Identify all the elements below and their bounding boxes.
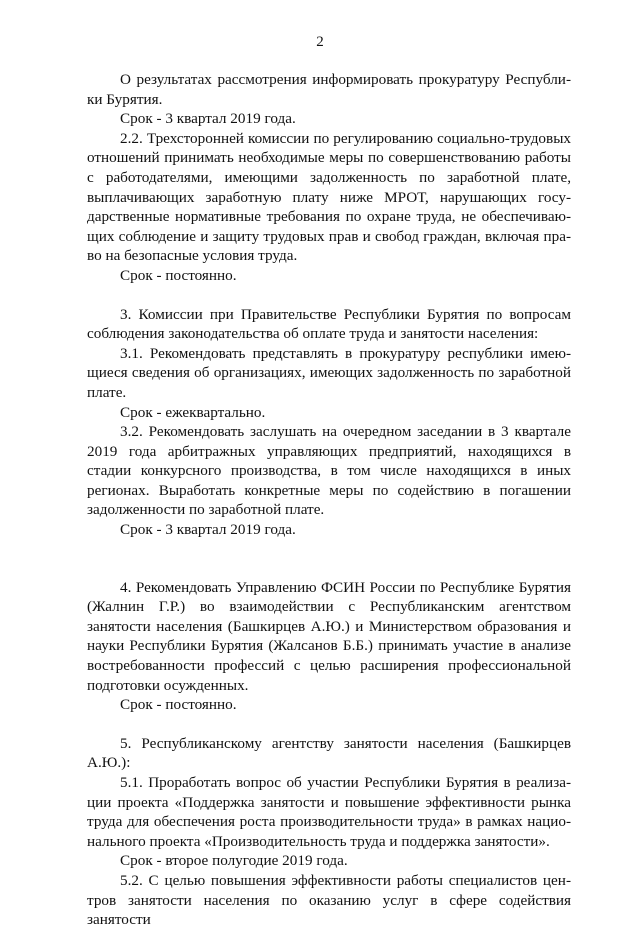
- paragraph: 5.2. С целью повышения эффективности работы специалистов центров занятости населения по оказанию услуг в сфере содействия занятости: [87, 871, 571, 929]
- section-3: [87, 305, 571, 540]
- deadline-line: Срок - 3 квартал 2019 года.: [120, 521, 296, 539]
- paragraph: О результатах рассмотрения информировать прокуратуру Республики Бурятия.: [87, 71, 571, 108]
- paragraph: 3. Комиссии при Правительстве Республики Бурятия по вопросам соблюдения законодательства об оплате труда и занятости населения:: [87, 305, 571, 343]
- paragraph: 3.2. Рекомендовать заслушать на очередном заседании в 3 квартале 2019 года арбитражных управляющих предприятий, находящихся в стадии конкурсного производства, в том числе находящихся в иных регионах. Выработать конкретные меры по содействию в погашении задолженности по заработной плате.: [87, 423, 571, 519]
- section-4: [87, 578, 571, 715]
- paragraph: 3.1. Рекомендовать представлять в прокуратуру республики имеющиеся сведения об организациях, имеющих задолженность по заработной плате.: [87, 344, 571, 401]
- section-1: [87, 70, 571, 286]
- paragraph: 4. Рекомендовать Управлению ФСИН России по Республике Бурятия (Жалнин Г.Р.) во взаимодействии с Республиканским агентством занятости населения (Башкирцев А.Ю.) и Министерством образования и науки Республики Бурятия (Жалсанов Б.Б.) принимать участие в анализе востребованности профессий с целью расширения профессиональной подготовки осужденных.: [87, 578, 571, 694]
- deadline-line: Срок - 3 квартал 2019 года.: [120, 110, 296, 128]
- paragraph: 2.2. Трехсторонней комиссии по регулированию социально-трудовых отношений принимать необходимые меры по совершенствованию работы с работодателями, имеющими задолженность по заработной плате, выплачивающих заработную плату ниже МРОТ, нарушающих государственные нормативные требования по охране труда, не обеспечивающих соблюдение и защиту трудовых прав и свобод граждан, включая право на безопасные условия труда.: [87, 129, 571, 265]
- deadline-line: Срок - постоянно.: [120, 696, 237, 714]
- section-5: [87, 734, 571, 930]
- paragraph: 5.1. Проработать вопрос об участии Республики Бурятия в реализации проекта «Поддержка занятости и повышение эффективности рынка труда для обеспечения роста производительности труда» в рамках национального проекта «Производительность труда и поддержка занятости».: [87, 774, 571, 850]
- deadline-line: Срок - постоянно.: [120, 266, 237, 284]
- deadline-line: Срок - ежеквартально.: [120, 403, 266, 421]
- paragraph: 5. Республиканскому агентству занятости населения (Башкирцев А.Ю.):: [87, 734, 571, 772]
- page-number: 2: [316, 34, 324, 50]
- deadline-line: Срок - второе полугодие 2019 года.: [120, 852, 348, 870]
- document-body: [87, 70, 571, 930]
